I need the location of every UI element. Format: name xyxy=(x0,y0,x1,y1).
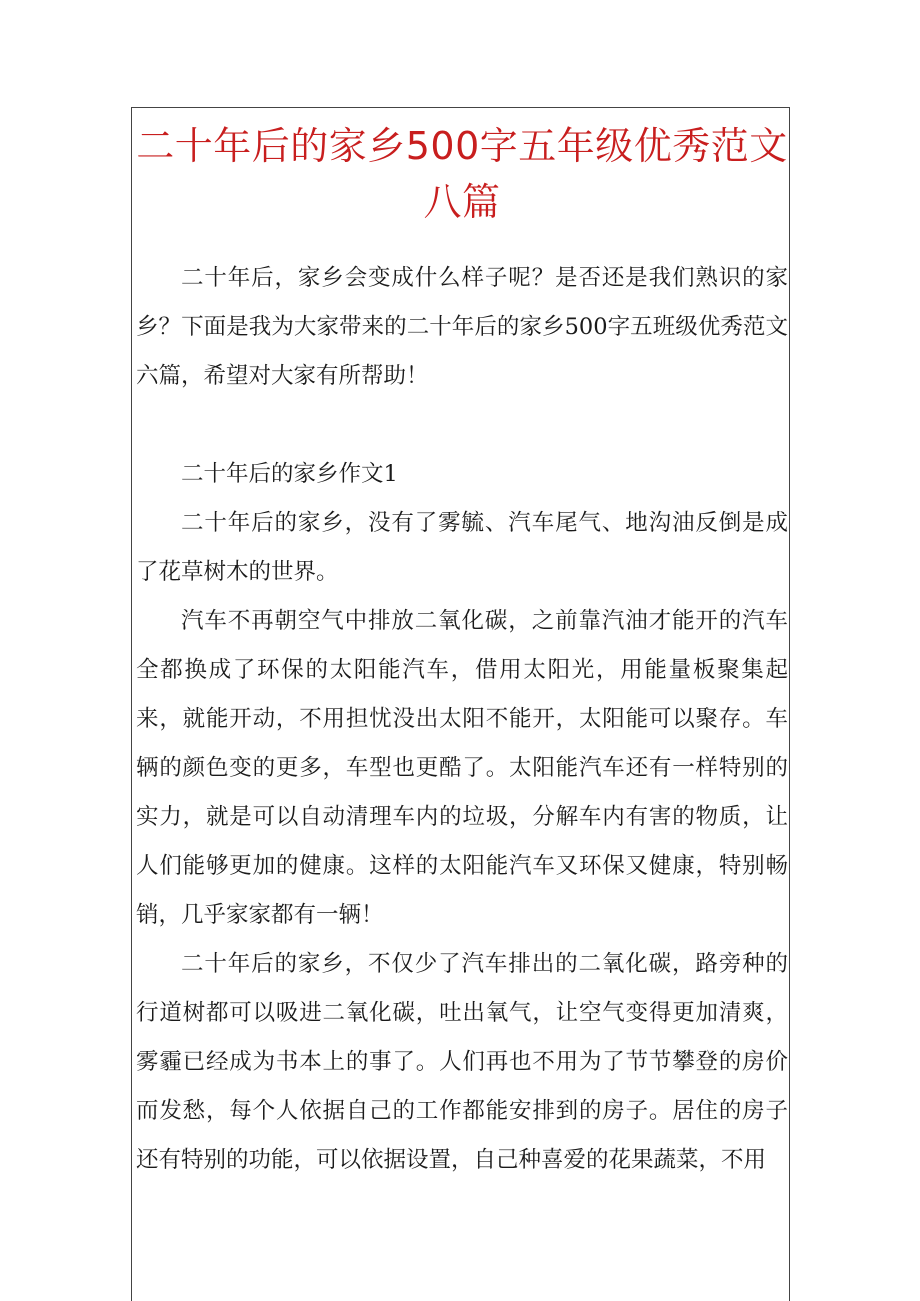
body-paragraph-3: 二十年后的家乡，不仅少了汽车排出的二氧化碳，路旁种的行道树都可以吸进二氧化碳，吐出氧气，让空气变得更加清爽，雾霾已经成为书本上的事了。人们再也不用为了节节攀登的房价而发愁，每个人依据自己的工作都能安排到的房子。居住的房子还有特别的功能，可以依据设置，自己种喜爱的花果蔬菜，不用 xyxy=(136,951,788,1173)
document-title: 二十年后的家乡500字五年级优秀范文八篇 xyxy=(136,124,788,224)
intro-paragraph: 二十年后，家乡会变成什么样子呢？是否还是我们熟识的家乡？下面是我为大家带来的二十年后的家乡500字五班级优秀范文六篇，希望对大家有所帮助！ xyxy=(136,265,788,389)
body-paragraph-1: 二十年后的家乡，没有了雾毓、汽车尾气、地沟油反倒是成了花草树木的世界。 xyxy=(136,510,788,585)
blank-line xyxy=(136,401,788,450)
document-body xyxy=(136,118,788,1185)
section-heading: 二十年后的家乡作文1 xyxy=(181,461,398,487)
page-frame xyxy=(131,107,790,1301)
body-paragraph-2: 汽车不再朝空气中排放二氧化碳，之前靠汽油才能开的汽车全都换成了环保的太阳能汽车，借用太阳光，用能量板聚集起来，就能开动，不用担忧没出太阳不能开，太阳能可以聚存。车辆的颜色变的更多，车型也更酷了。太阳能汽车还有一样特别的实力，就是可以自动清理车内的垃圾，分解车内有害的物质，让人们能够更加的健康。这样的太阳能汽车又环保又健康，特别畅销，几乎家家都有一辆！ xyxy=(136,608,788,928)
